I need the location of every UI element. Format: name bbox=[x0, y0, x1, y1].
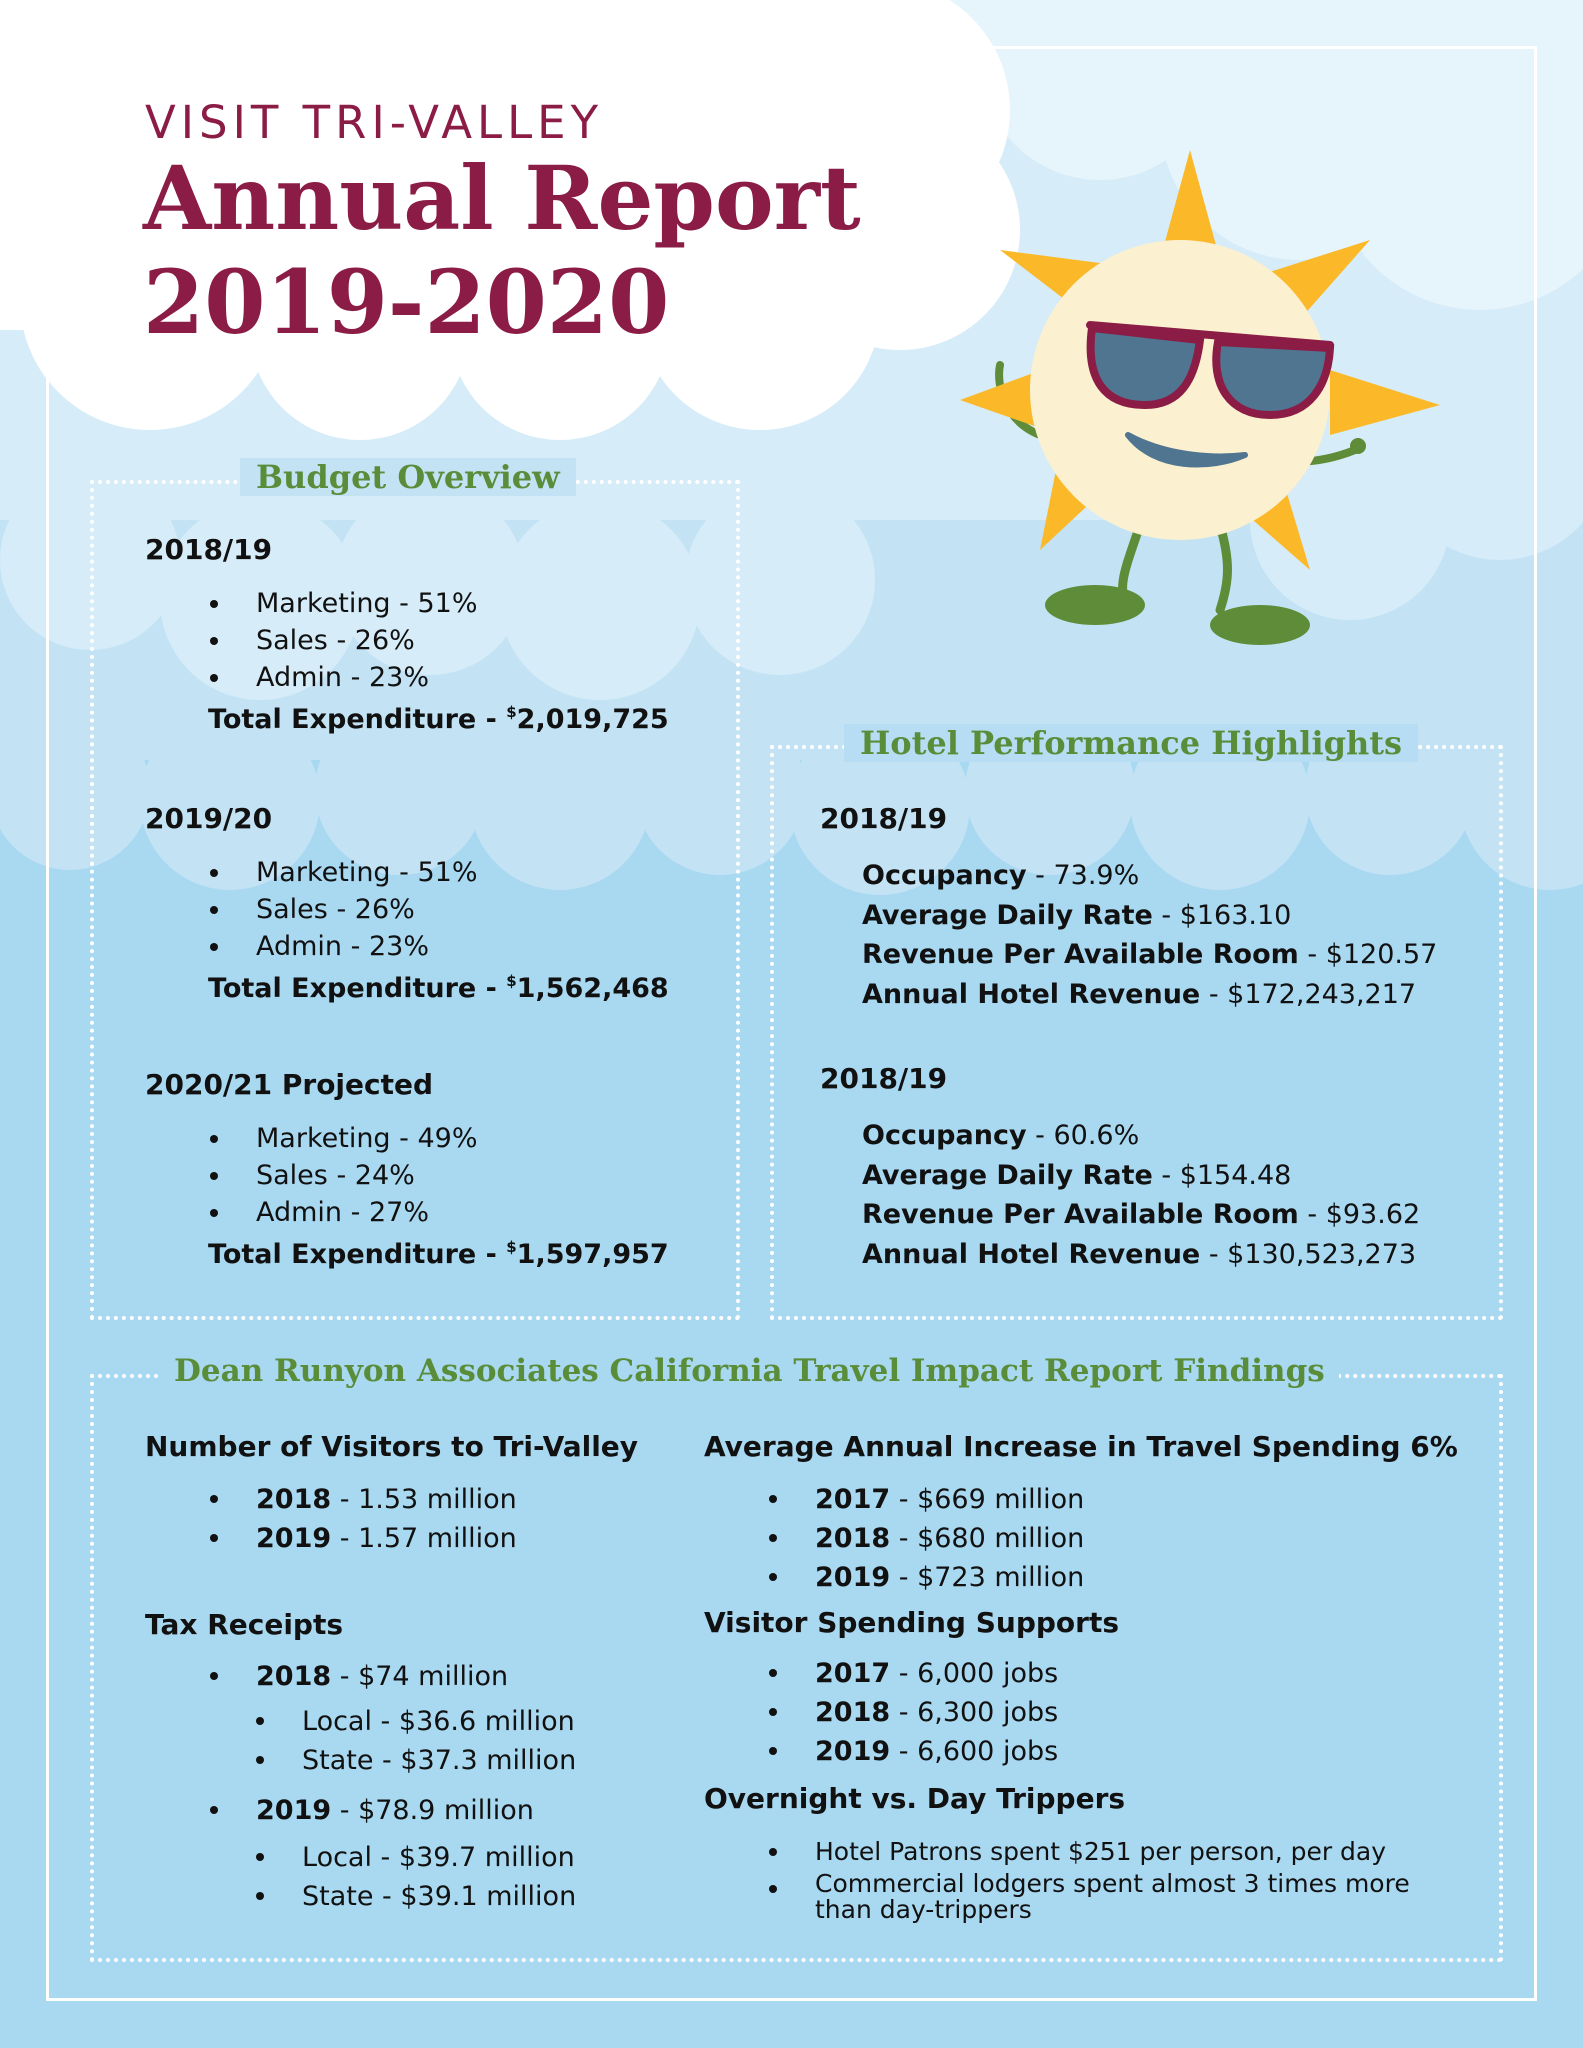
visitor-spending-title: Visitor Spending Supports bbox=[704, 1606, 1119, 1639]
item-year: 2018 bbox=[256, 1661, 332, 1692]
item-value: - $723 million bbox=[890, 1562, 1085, 1593]
hotel-stat bbox=[862, 1156, 1420, 1196]
tax-receipts-title: Tax Receipts bbox=[145, 1608, 344, 1641]
hotel-stat bbox=[862, 935, 1437, 975]
budget-breakdown-list bbox=[256, 1120, 477, 1231]
hotel-stat bbox=[862, 1116, 1420, 1156]
eyebrow-title: VISIT TRI-VALLEY bbox=[145, 96, 604, 149]
item-value: - $680 million bbox=[890, 1523, 1085, 1554]
list-item: Admin - 23% bbox=[256, 659, 477, 696]
item-value: - 1.57 million bbox=[331, 1523, 517, 1554]
budget-breakdown-list bbox=[256, 854, 477, 965]
stat-name: Annual Hotel Revenue bbox=[862, 978, 1201, 1010]
hotel-stat bbox=[862, 896, 1437, 936]
item-value: - 6,300 jobs bbox=[890, 1697, 1059, 1728]
item-year: 2018 bbox=[815, 1697, 891, 1728]
list-item: Sales - 24% bbox=[256, 1157, 477, 1194]
stat-value: - $130,523,273 bbox=[1200, 1238, 1417, 1270]
stat-value: - $172,243,217 bbox=[1200, 978, 1417, 1010]
total-expenditure-value: 1,597,957 bbox=[516, 1239, 669, 1270]
hotel-stats-list bbox=[862, 1116, 1420, 1274]
visitors-title: Number of Visitors to Tri-Valley bbox=[145, 1430, 639, 1463]
stat-value: - 73.9% bbox=[1026, 860, 1140, 891]
item-year: 2017 bbox=[815, 1658, 891, 1689]
travel-spending-list bbox=[815, 1480, 1084, 1597]
hotel-stat bbox=[862, 856, 1437, 896]
total-expenditure-label: Total Expenditure - bbox=[208, 973, 507, 1004]
list-item: Local - $36.6 million bbox=[302, 1702, 576, 1741]
list-item: Admin - 27% bbox=[256, 1194, 477, 1231]
total-expenditure-label: Total Expenditure - bbox=[208, 1239, 507, 1270]
budget-year-label: 2019/20 bbox=[145, 802, 273, 835]
hotel-stat bbox=[862, 1195, 1420, 1235]
travel-spending-title: Average Annual Increase in Travel Spending 6% bbox=[704, 1430, 1458, 1463]
hotel-stat bbox=[862, 975, 1437, 1015]
travel-impact-title: Dean Runyon Associates California Travel Impact Report Findings bbox=[160, 1353, 1339, 1389]
item-value: - $74 million bbox=[331, 1661, 509, 1692]
stat-name: Occupancy bbox=[862, 1120, 1027, 1151]
hotel-stats-list bbox=[862, 856, 1437, 1014]
list-item: Marketing - 51% bbox=[256, 585, 477, 622]
total-expenditure bbox=[208, 1238, 669, 1270]
item-value: - 6,000 jobs bbox=[890, 1658, 1059, 1689]
stat-value: - 60.6% bbox=[1026, 1120, 1140, 1151]
item-year: 2017 bbox=[815, 1484, 891, 1515]
list-item: Admin - 23% bbox=[256, 928, 477, 965]
list-item: State - $37.3 million bbox=[302, 1741, 576, 1780]
list-item bbox=[815, 1870, 1410, 1924]
item-year: 2019 bbox=[256, 1795, 332, 1826]
budget-breakdown-list bbox=[256, 585, 477, 696]
hotel-year-label: 2018/19 bbox=[820, 1062, 948, 1095]
list-item: Marketing - 51% bbox=[256, 854, 477, 891]
jobs-list bbox=[815, 1654, 1058, 1771]
list-item bbox=[256, 1791, 534, 1830]
title-line-2: 2019-2020 bbox=[143, 250, 670, 354]
item-year: 2019 bbox=[815, 1562, 891, 1593]
visitors-list bbox=[256, 1480, 517, 1558]
list-item bbox=[815, 1558, 1084, 1597]
total-expenditure-value: 2,019,725 bbox=[516, 704, 669, 735]
list-item bbox=[256, 1480, 517, 1519]
budget-year-label: 2020/21 Projected bbox=[145, 1068, 434, 1101]
budget-overview-title: Budget Overview bbox=[240, 458, 576, 496]
total-expenditure-value: 1,562,468 bbox=[516, 973, 669, 1004]
total-expenditure bbox=[208, 703, 669, 735]
hotel-year-label: 2018/19 bbox=[820, 802, 948, 835]
tax-receipts-list bbox=[256, 1657, 508, 1696]
hotel-stat bbox=[862, 1235, 1420, 1275]
list-item bbox=[256, 1519, 517, 1558]
tax-receipts-list bbox=[256, 1791, 534, 1830]
list-item bbox=[815, 1480, 1084, 1519]
list-item bbox=[815, 1519, 1084, 1558]
tax-sub-list bbox=[302, 1702, 576, 1780]
currency-symbol: $ bbox=[506, 1238, 517, 1256]
stat-name: Occupancy bbox=[862, 860, 1027, 891]
list-item: Local - $39.7 million bbox=[302, 1838, 576, 1877]
stat-name: Average Daily Rate bbox=[862, 899, 1153, 931]
list-item: Sales - 26% bbox=[256, 891, 477, 928]
tax-sub-list bbox=[302, 1838, 576, 1916]
item-year: 2019 bbox=[256, 1523, 332, 1554]
stat-value: - $93.62 bbox=[1298, 1199, 1421, 1230]
list-item bbox=[256, 1657, 508, 1696]
list-item: State - $39.1 million bbox=[302, 1877, 576, 1916]
list-item: Marketing - 49% bbox=[256, 1120, 477, 1157]
hotel-performance-title: Hotel Performance Highlights bbox=[844, 724, 1418, 762]
overnight-list bbox=[815, 1833, 1410, 1924]
stat-name: Revenue Per Available Room bbox=[862, 1199, 1299, 1230]
item-value: - 1.53 million bbox=[331, 1484, 517, 1515]
stat-name: Average Daily Rate bbox=[862, 1159, 1153, 1191]
item-year: 2018 bbox=[815, 1523, 891, 1554]
item-year: 2018 bbox=[256, 1484, 332, 1515]
item-year: 2019 bbox=[815, 1736, 891, 1767]
list-item-line: Commercial lodgers spent almost 3 times more bbox=[815, 1869, 1410, 1898]
currency-symbol: $ bbox=[506, 703, 517, 721]
sun-mascot-icon bbox=[900, 140, 1460, 660]
total-expenditure bbox=[208, 972, 669, 1004]
stat-value: - $163.10 bbox=[1152, 899, 1292, 931]
stat-name: Annual Hotel Revenue bbox=[862, 1238, 1201, 1270]
list-item bbox=[815, 1654, 1058, 1693]
item-value: - 6,600 jobs bbox=[890, 1736, 1059, 1767]
list-item: Hotel Patrons spent $251 per person, per day bbox=[815, 1833, 1410, 1870]
budget-year-label: 2018/19 bbox=[145, 533, 273, 566]
list-item bbox=[815, 1732, 1058, 1771]
stat-value: - $154.48 bbox=[1152, 1159, 1292, 1191]
list-item: Sales - 26% bbox=[256, 622, 477, 659]
currency-symbol: $ bbox=[506, 972, 517, 990]
list-item bbox=[815, 1693, 1058, 1732]
title-line-1: Annual Report bbox=[143, 146, 861, 250]
stat-value: - $120.57 bbox=[1298, 939, 1438, 970]
stat-name: Revenue Per Available Room bbox=[862, 939, 1299, 970]
overnight-title: Overnight vs. Day Trippers bbox=[704, 1782, 1126, 1815]
page-title bbox=[143, 146, 861, 354]
total-expenditure-label: Total Expenditure - bbox=[208, 704, 507, 735]
list-item-line: than day-trippers bbox=[815, 1895, 1032, 1924]
item-value: - $78.9 million bbox=[331, 1795, 534, 1826]
item-value: - $669 million bbox=[890, 1484, 1085, 1515]
